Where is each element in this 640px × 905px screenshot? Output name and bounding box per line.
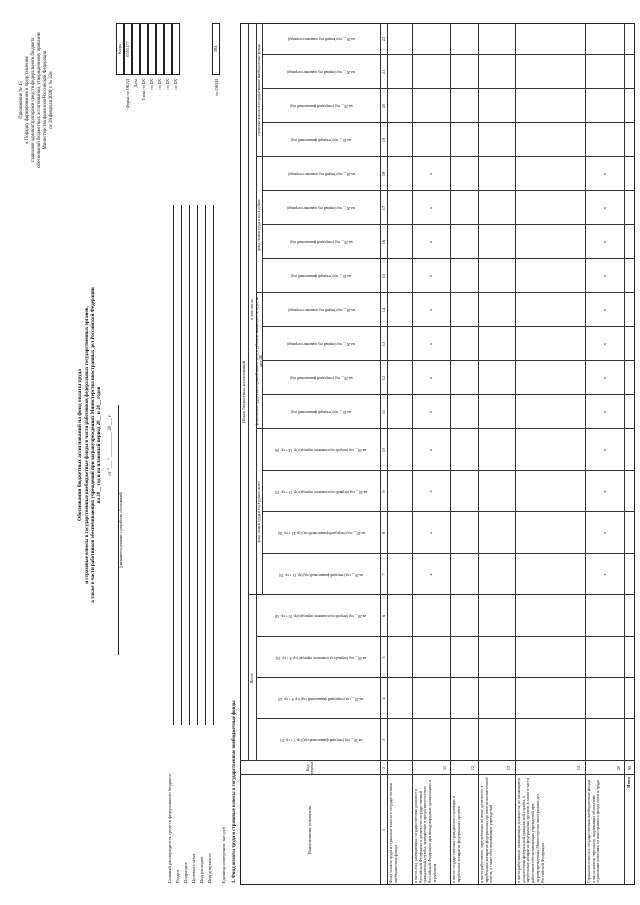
codes-row-label: Дата — [133, 79, 138, 88]
row-name: Страховые взносы в государственные внебюджетные фонды в части выплат персоналу, подлежащих обложению страховыми взносами, из иностранного фонда оплаты труда — [586, 779, 601, 883]
row-mark: x — [428, 376, 433, 380]
header-field-label: Главный распорядитель средств федерального бюджета — [167, 773, 172, 883]
subhead-text: на 20__ год (второй год планового периода) — [287, 308, 355, 313]
row-mark: x — [428, 448, 433, 452]
row-code: 90 — [627, 765, 632, 771]
row-mark: x — [428, 172, 433, 176]
col-number: 14 — [381, 307, 386, 313]
appendix-line: к Порядку формирования и представления — [25, 56, 30, 144]
row-name: в части государственных гражданских служащих в зарубежных аппаратах федеральных органов — [451, 796, 461, 883]
col-number: 7 — [381, 573, 386, 576]
col-number: 21 — [381, 69, 386, 75]
row-code: 20 — [616, 765, 621, 771]
codes-value-cell — [148, 23, 156, 75]
incl-header: в том числе: — [248, 298, 254, 320]
subhead-cell — [262, 259, 380, 293]
subhead-text: на 20__ год (текущий финансовый год) — [291, 410, 351, 415]
row-mark: x — [602, 240, 607, 244]
subhead-cell — [262, 595, 380, 637]
group-header-fot-cur: фонд оплаты труда в иностранной валюте в год в рублевом эквиваленте по курсу на дату ЦБ — [254, 296, 263, 426]
subhead-cell — [262, 89, 380, 123]
col-number: 18 — [381, 171, 386, 177]
hline-colnums-bottom — [387, 23, 388, 885]
subhead-cell — [262, 395, 380, 429]
row-mark: x — [428, 240, 433, 244]
subhead-cell — [262, 55, 380, 89]
appendix-line: главными администраторами средств федерального бюджета — [31, 37, 36, 163]
header-field-underline — [181, 205, 182, 725]
header-field-label: Подраздел — [183, 862, 188, 883]
subhead-cell — [262, 225, 380, 259]
subhead-text: на 20__ год (первый год планового периода) — [287, 206, 355, 211]
codes-value: 384 — [213, 45, 218, 53]
appendix-line: обоснований бюджетных ассигнований, утвержденному приказом — [37, 32, 42, 168]
subhead-cell — [262, 429, 380, 471]
row-code: 12 — [470, 765, 475, 771]
row-code: 13 — [506, 765, 511, 771]
row-mark: x — [602, 448, 607, 452]
codes-row-label: Форма по ОКУД — [125, 79, 130, 109]
subhead-text: на 20__ год (первый год планового периода) (гр. 9 + гр. 13) — [275, 655, 367, 660]
subhead-cell — [262, 327, 380, 361]
col-number: 10 — [381, 447, 386, 453]
total-header: Всего — [248, 672, 254, 684]
volume-header: Объем бюджетных ассигнований — [240, 361, 246, 423]
codes-value: 0505177 — [125, 41, 130, 57]
subhead-text: на 20__ год (второй год планового периода) — [287, 37, 355, 42]
subhead-cell — [262, 293, 380, 327]
codes-value-cell — [172, 23, 180, 75]
subhead-text: на 20__ год (текущий финансовый год) — [291, 274, 351, 279]
row-separator — [624, 23, 625, 885]
row-name: в части работников, замещающих должности, не являющиеся должностями федеральной гражданской службы, в зарубежных аппаратах федеральных органов, а также в части работников обеспечивающих учреждений при загранучреждениях Министерства иностранных дел Российской Федерации — [516, 777, 545, 883]
header-field-label: Целевая статья — [191, 853, 196, 883]
col-number: 9 — [381, 490, 386, 493]
row-mark: x — [602, 410, 607, 414]
col-number: 2 — [381, 766, 386, 770]
subhead-text: на 20__ год (первый год планового периода) (гр. 13 + гр. 17) — [274, 489, 368, 494]
subhead-text: на 20__ год (очередной финансовый год) (гр. 12 + гр. 16) — [277, 531, 365, 536]
col-number: 16 — [381, 239, 386, 245]
row-mark: x — [428, 342, 433, 346]
col-number: 15 — [381, 273, 386, 279]
subhead-text: на 20__ год (текущий финансовый год) — [291, 138, 351, 143]
subhead-text: на 20__ год (очередной финансовый год) — [289, 104, 353, 109]
group-header-fot-rub2: фонд оплаты труда в год в рублях — [256, 199, 261, 251]
subhead-cell — [262, 719, 380, 761]
header-field-label: Вид расходов — [199, 856, 204, 883]
row-mark: x — [602, 376, 607, 380]
title-line: Обоснования бюджетных ассигнований на фонд оплаты труда — [77, 369, 83, 521]
col-number: 6 — [381, 614, 386, 618]
subhead-cell — [262, 361, 380, 395]
header-field-underline — [213, 205, 214, 725]
codes-heading: Коды — [117, 44, 122, 54]
col-number: 17 — [381, 205, 386, 211]
row-mark: x — [602, 206, 607, 210]
header-field-underline — [189, 205, 190, 725]
row-mark: x — [602, 531, 607, 535]
subhead-text: на 20__ год (первый год планового периода) — [287, 342, 355, 347]
row-mark: x — [428, 573, 433, 576]
appendix-line: от 28 февраля 2020 г. № 32н — [49, 71, 54, 129]
subhead-cell — [262, 23, 380, 55]
row-mark: x — [602, 573, 607, 576]
appendix-line: Министерства финансов Российской Федерации — [43, 50, 48, 150]
row-code: 14 — [576, 765, 581, 771]
row-separator — [412, 23, 413, 885]
row-mark: x — [428, 206, 433, 210]
col-number: 3 — [381, 738, 386, 742]
row-mark: x — [602, 342, 607, 346]
col-number: 20 — [381, 103, 386, 109]
row-mark: x — [602, 490, 607, 493]
group-header-fot-rub: фонд оплаты труда в год в рублях, всего — [256, 481, 261, 543]
col-name-header: Наименование показателя — [306, 805, 312, 855]
col-number: 13 — [381, 341, 386, 347]
row-separator — [478, 23, 479, 885]
header-field-label: Вид документа — [207, 853, 212, 883]
codes-row-label: по ОКЕИ — [214, 79, 219, 96]
row-separator — [515, 23, 516, 885]
row-mark: x — [428, 410, 433, 414]
subhead-cell — [262, 123, 380, 157]
hline-total — [256, 595, 257, 761]
row-mark: x — [602, 308, 607, 312]
col-number: 22 — [381, 36, 386, 42]
col-number: 11 — [381, 409, 386, 415]
col-number: 19 — [381, 137, 386, 143]
title-line: а также в части работников обеспечивающих учреждений при загранучреждениях Министерства иностранных дел Российской Федерации — [91, 287, 96, 603]
appendix-line: Приложение № 15 — [19, 81, 24, 119]
col-number: 4 — [381, 697, 386, 700]
row-name: в части работников, определенных на иные должности, в зарубежных аппаратах федеральных органов исполнительной власти, а также обеспечивающих учреждений — [479, 777, 494, 883]
subhead-text: на 20__ год (второй год планового периода) (гр. 14 + гр. 18) — [275, 448, 367, 453]
group-header-insurance: страховые взносы в государственные внебюджетные фонды — [256, 44, 261, 136]
header-field-label: Раздел — [175, 870, 180, 883]
subhead-text: на 20__ год (второй год планового периода) — [287, 172, 355, 177]
row-name-total: Итого — [626, 777, 631, 788]
codes-row-label: по БК — [165, 79, 170, 90]
codes-row-label: Глава по БК — [141, 79, 146, 101]
codes-value-cell — [132, 23, 140, 75]
subhead-cell — [262, 157, 380, 191]
row-mark: x — [602, 172, 607, 176]
row-mark: x — [428, 531, 433, 535]
subhead-text: на 20__ год (первый год планового периода) — [287, 70, 355, 75]
row-separator — [585, 23, 586, 885]
codes-row-label: по БК — [157, 79, 162, 90]
decision-caption: (указывается решение о разработке обоснований) — [119, 491, 123, 569]
units-label: Единица измерения: тыс.руб — [221, 826, 226, 883]
codes-value-cell — [140, 23, 148, 75]
col-number: 5 — [381, 656, 386, 659]
row-mark: x — [602, 274, 607, 278]
col-number: 12 — [381, 375, 386, 381]
row-code: 11 — [442, 765, 447, 771]
col-code-header: Код строки — [304, 761, 314, 775]
codes-value-cell — [164, 23, 172, 75]
row-mark: x — [428, 490, 433, 493]
title-line: на 20__ год и на плановый период 20__ и 20__ годов — [97, 386, 102, 504]
subhead-text: на 20__ год (очередной финансовый год) (гр. 8 + гр. 12) — [278, 696, 364, 701]
row-name: Фонд оплаты труда и страховые взносы в государственные внебюджетные фонды — [388, 782, 398, 883]
subhead-cell — [262, 191, 380, 225]
decision-date-line: от "___" __________ 20___ г. — [108, 414, 113, 476]
title-line: и страховые взносы в государственные внебюджетные фонды в части работников федеральных государственных органов, — [85, 306, 90, 584]
subhead-cell — [262, 637, 380, 678]
codes-row-label: по БК — [149, 79, 154, 90]
header-field-underline — [205, 205, 206, 725]
codes-row-label: по БК — [173, 79, 178, 90]
subhead-cell — [262, 471, 380, 512]
row-separator — [450, 23, 451, 885]
subhead-text: на 20__ год (очередной финансовый год) — [289, 376, 353, 381]
subhead-cell — [262, 678, 380, 719]
col-number: 8 — [381, 531, 386, 535]
subhead-cell — [262, 512, 380, 554]
subhead-cell — [262, 554, 380, 595]
section-heading: 1. Фонд оплаты труда и страховые взносы в государственные внебюджетные фонды — [232, 700, 237, 883]
subhead-text: на 20__ год (текущий финансовый год) (гр. 11 + гр. 15) — [278, 572, 364, 577]
row-mark: x — [428, 274, 433, 278]
row-name: в части лиц, замещающих государственные должности Российской Федерации и должности государственной гражданской службы, замещаемые в представительствах Российской Федерации при международных организациях и за рубежом — [413, 780, 437, 883]
subhead-text: на 20__ год (второй год планового периода) (гр. 10 + гр. 14) — [275, 614, 367, 619]
subhead-text: на 20__ год (очередной финансовый год) — [289, 240, 353, 245]
header-field-underline — [197, 205, 198, 725]
header-field-underline — [173, 205, 174, 725]
row-mark: x — [428, 308, 433, 312]
codes-value-cell — [156, 23, 164, 75]
subhead-text: на 20__ год (текущий финансовый год) (гр. 7 + гр. 11) — [279, 738, 363, 743]
col-number: 1 — [381, 828, 386, 832]
